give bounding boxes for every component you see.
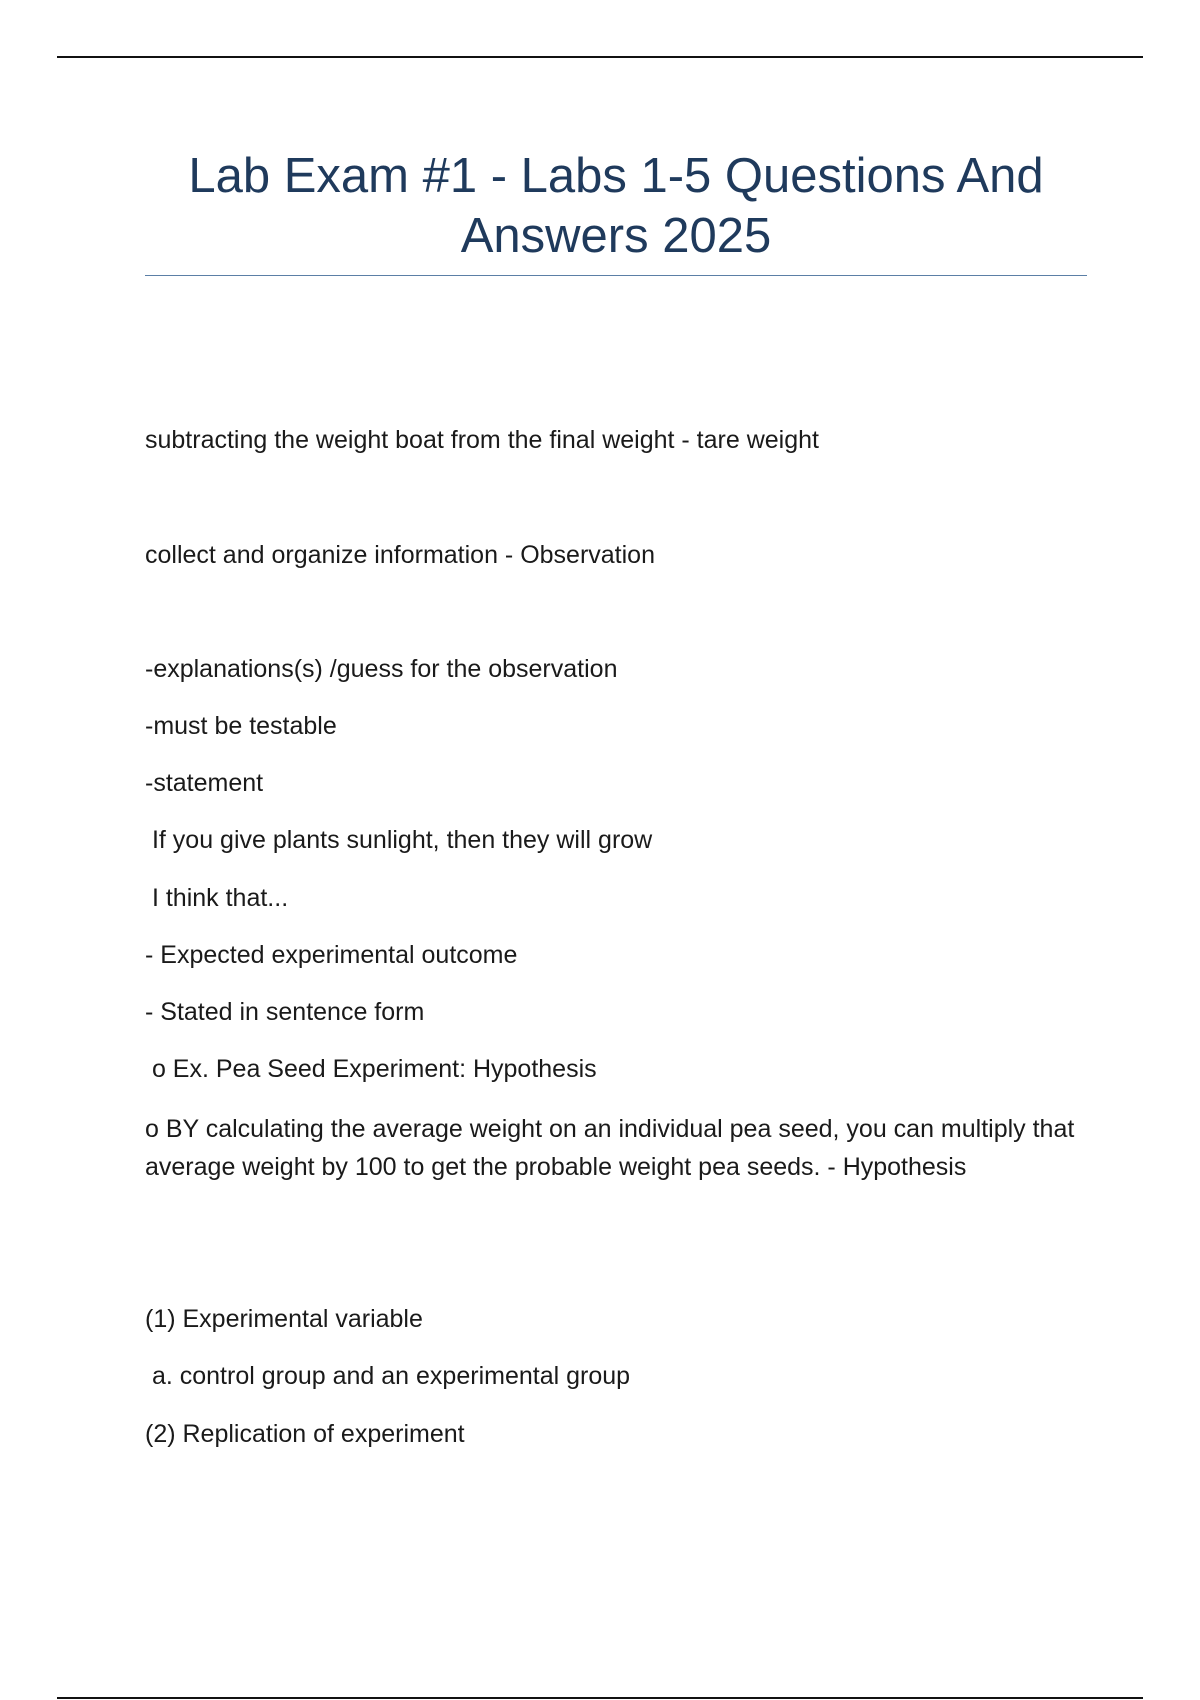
text-line: - Stated in sentence form xyxy=(145,998,425,1026)
text-line: I think that... xyxy=(145,884,289,912)
text-line: -must be testable xyxy=(145,712,337,740)
text-line: (2) Replication of experiment xyxy=(145,1420,465,1448)
title-underline xyxy=(145,275,1087,276)
text-line: o Ex. Pea Seed Experiment: Hypothesis xyxy=(145,1055,597,1083)
text-line: If you give plants sunlight, then they will grow xyxy=(145,826,653,854)
text-line: subtracting the weight boat from the final weight - tare weight xyxy=(145,426,819,454)
text-line: (1) Experimental variable xyxy=(145,1305,423,1333)
bottom-rule xyxy=(57,1697,1143,1699)
text-line: a. control group and an experimental group xyxy=(145,1362,631,1390)
top-rule xyxy=(57,56,1143,58)
text-line: -explanations(s) /guess for the observation xyxy=(145,655,618,683)
text-line: - Expected experimental outcome xyxy=(145,941,518,969)
text-line: collect and organize information - Observation xyxy=(145,541,655,569)
document-title: Lab Exam #1 - Labs 1-5 Questions And Answers 2025 xyxy=(188,149,1044,263)
text-line: -statement xyxy=(145,769,264,797)
text-paragraph: o BY calculating the average weight on an individual pea seed, you can multiply that average weight by 100 to get the probable weight pea seeds. - Hypothesis xyxy=(145,1115,1075,1181)
